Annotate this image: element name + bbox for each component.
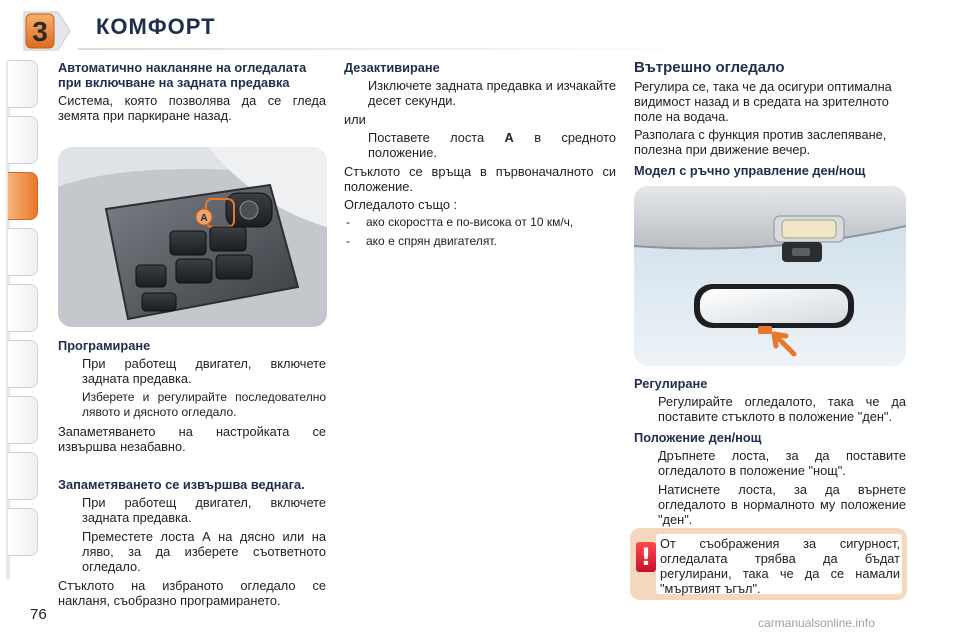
adjust-section: [634, 376, 906, 531]
programming-heading: Програмиране: [58, 338, 151, 353]
rearview-mirror-figure: [634, 186, 906, 366]
auto-tilt-heading: Автоматично накланяне на огледалата при включване на задната предавка: [58, 60, 307, 90]
adjust-heading: Регулиране: [634, 376, 708, 391]
deactivation-heading: Дезактивиране: [344, 60, 440, 75]
column-middle: [344, 60, 616, 253]
chapter-number-badge: [20, 8, 72, 54]
lever-key-a: A: [504, 130, 514, 145]
or-text: или: [344, 112, 366, 127]
list-item: Изберете и регулирайте последователно лявото и дясното огледало.: [82, 390, 326, 419]
list-item: - ако е спрян двигателят.: [346, 234, 497, 248]
interior-mirror-text-2: Разполага с функция против заслепяване, полезна при движение вечер.: [634, 127, 887, 157]
chapter-tab-2[interactable]: [8, 116, 38, 164]
figure-label-a: A: [200, 213, 208, 224]
chapter-tab-9[interactable]: [8, 508, 38, 556]
chapter-tab-7[interactable]: [8, 396, 38, 444]
list-item: Поставете лоста A в средното положение.: [368, 130, 616, 160]
list-item: Натиснете лоста, за да върнете огледалото в нормалното му положение "ден".: [658, 482, 906, 527]
memorized-heading: Запаметяването се извършва веднага.: [58, 477, 305, 492]
column-right: [634, 60, 906, 181]
warning-text: От съображения за сигурност, огледалата трябва да бъдат регулирани, така че да се намали "мъртвият ъгъл".: [660, 536, 900, 596]
door-switch-panel-figure: [58, 147, 327, 327]
deactivation-text-1: Стъклото се връща в първоначалното си положение.: [344, 164, 616, 194]
chapter-title: КОМФОРТ: [96, 14, 216, 39]
programming-section: [58, 338, 326, 611]
deactivation-text-2: Огледалото също :: [344, 197, 458, 212]
chapter-tab-1[interactable]: [8, 60, 38, 108]
chapter-tab-6[interactable]: [8, 340, 38, 388]
safety-warning-box: [630, 528, 907, 600]
manual-model-heading: Модел с ръчно управление ден/нощ: [634, 163, 866, 178]
list-item: - ако скоростта е по-висока от 10 км/ч,: [346, 215, 574, 229]
chapter-number: 3: [32, 16, 48, 47]
page-number: 76: [30, 606, 47, 623]
chapter-tab-8[interactable]: [8, 452, 38, 500]
column-left: [58, 60, 326, 126]
programming-text: Запаметяването на настройката се извършва незабавно.: [58, 424, 326, 454]
chapter-tab-4[interactable]: [8, 228, 38, 276]
auto-tilt-text: Система, която позволява да се гледа земята при паркиране назад.: [58, 93, 326, 123]
list-item: Дръпнете лоста, за да поставите огледалото в положение "нощ".: [658, 448, 906, 478]
watermark: carmanualsonline.info: [758, 616, 875, 630]
chapter-tab-strip: [0, 60, 44, 580]
list-item: Преместете лоста А на дясно или на ляво, за да изберете съответното огледало.: [82, 529, 326, 574]
warning-exclamation-icon: !: [636, 542, 656, 572]
memorized-text: Стъклото на избраното огледало се накланя, съобразно програмирането.: [58, 578, 326, 608]
list-item: При работещ двигател, включете задната предавка.: [82, 495, 326, 525]
header-divider: [78, 48, 708, 50]
chapter-tab-5[interactable]: [8, 284, 38, 332]
list-item: При работещ двигател, включете задната предавка.: [82, 356, 326, 386]
interior-mirror-text-1: Регулира се, така че да осигури оптимална видимост назад и в средата на зрителното поле на водача.: [634, 79, 892, 124]
list-item: Регулирайте огледалото, така че да поставите стъклото в положение "ден".: [658, 394, 906, 424]
daynight-heading: Положение ден/нощ: [634, 430, 762, 445]
chapter-tab-3-active[interactable]: [8, 172, 38, 220]
interior-mirror-heading: Вътрешно огледало: [634, 59, 785, 76]
list-item: Изключете задната предавка и изчакайте десет секунди.: [368, 78, 616, 108]
